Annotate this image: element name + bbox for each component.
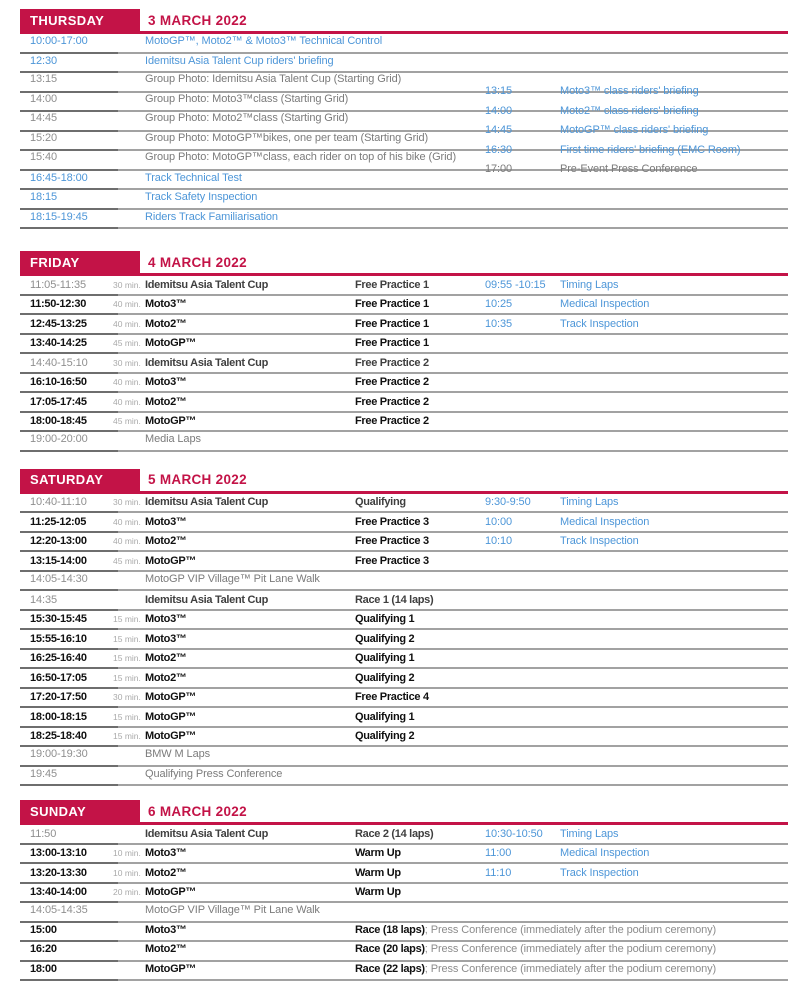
row-session bbox=[355, 672, 485, 684]
row-class-name: Media Laps bbox=[145, 433, 485, 445]
row-class-name: MotoGP VIP Village™ Pit Lane Walk bbox=[145, 573, 485, 585]
row-class-name: Idemitsu Asia Talent Cup riders' briefing bbox=[145, 55, 485, 67]
row-time: 11:50 bbox=[30, 828, 113, 840]
row-session bbox=[355, 337, 485, 349]
row-class-name: Moto2™ bbox=[145, 535, 355, 547]
schedule-row bbox=[20, 190, 788, 210]
row-class-name: Moto2™ bbox=[145, 318, 355, 330]
row-session-title: Warm Up bbox=[355, 886, 401, 898]
row-class-name: MotoGP™ bbox=[145, 555, 355, 567]
schedule-row bbox=[20, 73, 788, 93]
row-side-time: 10:25 bbox=[485, 298, 560, 310]
row-duration: 15 min. bbox=[113, 634, 145, 644]
schedule-row bbox=[20, 825, 788, 845]
row-duration: 15 min. bbox=[113, 653, 145, 663]
row-class-name: Moto3™ bbox=[145, 298, 355, 310]
row-session bbox=[355, 924, 788, 936]
row-time: 12:30 bbox=[30, 55, 113, 67]
row-side-time: 10:10 bbox=[485, 535, 560, 547]
row-class-name: Moto3™ bbox=[145, 847, 355, 859]
row-duration: 10 min. bbox=[113, 848, 145, 858]
schedule-row bbox=[20, 747, 788, 767]
row-side-time: 14:00 bbox=[485, 105, 560, 117]
row-duration: 30 min. bbox=[113, 280, 145, 290]
row-side-time: 16:30 bbox=[485, 144, 560, 156]
row-class-name: MotoGP™ bbox=[145, 691, 355, 703]
row-time: 13:40-14:25 bbox=[30, 337, 113, 349]
schedule-row bbox=[20, 374, 788, 394]
row-side-label: Track Inspection bbox=[560, 867, 788, 879]
row-session bbox=[355, 516, 485, 528]
row-class-name: BMW M Laps bbox=[145, 748, 485, 760]
row-session bbox=[355, 496, 485, 508]
row-class-name: Moto2™ bbox=[145, 396, 355, 408]
row-class-name: Moto3™ bbox=[145, 633, 355, 645]
day-rows bbox=[20, 276, 788, 452]
day-section-sunday bbox=[20, 800, 788, 981]
row-session-title: Qualifying 2 bbox=[355, 672, 414, 684]
row-duration: 45 min. bbox=[113, 556, 145, 566]
row-duration: 40 min. bbox=[113, 397, 145, 407]
row-time: 19:00-20:00 bbox=[30, 433, 113, 445]
schedule-row bbox=[20, 112, 788, 132]
row-class-name: Moto3™ bbox=[145, 516, 355, 528]
row-time: 19:45 bbox=[30, 768, 113, 780]
schedule-row bbox=[20, 884, 788, 904]
row-session-title: Free Practice 2 bbox=[355, 396, 429, 408]
day-header bbox=[20, 9, 788, 34]
schedule-row bbox=[20, 494, 788, 514]
day-label: THURSDAY bbox=[30, 13, 104, 28]
schedule-row bbox=[20, 845, 788, 865]
row-session-title: Race (18 laps) bbox=[355, 924, 425, 936]
row-session-title: Free Practice 3 bbox=[355, 516, 429, 528]
row-time: 14:45 bbox=[30, 112, 113, 124]
row-duration: 40 min. bbox=[113, 517, 145, 527]
row-session bbox=[355, 376, 485, 388]
row-time: 18:15-19:45 bbox=[30, 211, 113, 223]
row-session-title: Free Practice 2 bbox=[355, 357, 429, 369]
row-time: 15:30-15:45 bbox=[30, 613, 113, 625]
row-session bbox=[355, 691, 485, 703]
row-session bbox=[355, 867, 485, 879]
row-session-title: Qualifying 2 bbox=[355, 730, 414, 742]
schedule-row bbox=[20, 611, 788, 631]
row-side-time: 14:45 bbox=[485, 124, 560, 136]
schedule-row bbox=[20, 413, 788, 433]
row-duration: 20 min. bbox=[113, 887, 145, 897]
schedule-row bbox=[20, 210, 788, 230]
row-side-time: 11:00 bbox=[485, 847, 560, 859]
row-time: 13:15-14:00 bbox=[30, 555, 113, 567]
day-header bbox=[20, 800, 788, 825]
day-name-badge bbox=[20, 800, 140, 822]
schedule-row bbox=[20, 533, 788, 553]
day-name-badge bbox=[20, 251, 140, 273]
day-date: 4 MARCH 2022 bbox=[148, 251, 247, 273]
row-time: 10:00-17:00 bbox=[30, 35, 113, 47]
row-time: 14:35 bbox=[30, 594, 113, 606]
row-duration: 15 min. bbox=[113, 712, 145, 722]
row-session bbox=[355, 828, 485, 840]
schedule-row bbox=[20, 513, 788, 533]
row-duration: 30 min. bbox=[113, 358, 145, 368]
row-session bbox=[355, 298, 485, 310]
day-date: 6 MARCH 2022 bbox=[148, 800, 247, 822]
row-session-note: ; Press Conference (immediately after the podium ceremony) bbox=[425, 924, 716, 936]
row-side-label: Moto3™ class riders' briefing bbox=[560, 85, 788, 97]
row-time: 18:00-18:45 bbox=[30, 415, 113, 427]
row-time: 13:40-14:00 bbox=[30, 886, 113, 898]
day-label: SUNDAY bbox=[30, 804, 86, 819]
row-class-name: MotoGP™ bbox=[145, 963, 355, 975]
row-session bbox=[355, 652, 485, 664]
schedule-row bbox=[20, 393, 788, 413]
row-class-name: Qualifying Press Conference bbox=[145, 768, 485, 780]
schedule-row bbox=[20, 689, 788, 709]
row-session bbox=[355, 886, 485, 898]
row-session-note: ; Press Conference (immediately after the podium ceremony) bbox=[425, 943, 716, 955]
row-time: 15:55-16:10 bbox=[30, 633, 113, 645]
row-session-title: Free Practice 3 bbox=[355, 555, 429, 567]
row-side-time: 9:30-9:50 bbox=[485, 496, 560, 508]
row-class-name: Moto3™ bbox=[145, 613, 355, 625]
row-class-name: MotoGP™ bbox=[145, 886, 355, 898]
row-side-label: Medical Inspection bbox=[560, 847, 788, 859]
schedule-row bbox=[20, 276, 788, 296]
row-duration: 30 min. bbox=[113, 497, 145, 507]
day-section-thursday bbox=[20, 9, 788, 229]
row-side-time: 09:55 -10:15 bbox=[485, 279, 560, 291]
schedule-row bbox=[20, 572, 788, 592]
row-time: 17:20-17:50 bbox=[30, 691, 113, 703]
day-date: 5 MARCH 2022 bbox=[148, 469, 247, 491]
row-class-name: Idemitsu Asia Talent Cup bbox=[145, 496, 355, 508]
row-duration: 45 min. bbox=[113, 338, 145, 348]
row-session-title: Warm Up bbox=[355, 867, 401, 879]
row-time: 16:25-16:40 bbox=[30, 652, 113, 664]
row-session-title: Race (22 laps) bbox=[355, 963, 425, 975]
day-label: FRIDAY bbox=[30, 255, 80, 270]
row-time: 12:45-13:25 bbox=[30, 318, 113, 330]
schedule-row bbox=[20, 864, 788, 884]
day-name-badge bbox=[20, 469, 140, 491]
row-class-name: Idemitsu Asia Talent Cup bbox=[145, 357, 355, 369]
day-rows bbox=[20, 494, 788, 787]
row-session bbox=[355, 555, 485, 567]
row-time: 15:40 bbox=[30, 151, 113, 163]
day-name-badge bbox=[20, 9, 140, 31]
row-session-title: Qualifying 1 bbox=[355, 613, 414, 625]
day-date: 3 MARCH 2022 bbox=[148, 9, 247, 31]
row-side-time: 10:35 bbox=[485, 318, 560, 330]
row-session bbox=[355, 633, 485, 645]
row-time: 15:20 bbox=[30, 132, 113, 144]
row-class-name: Moto2™ bbox=[145, 652, 355, 664]
row-class-name: Idemitsu Asia Talent Cup bbox=[145, 279, 355, 291]
row-side-label: Track Inspection bbox=[560, 318, 788, 330]
row-class-name: MotoGP VIP Village™ Pit Lane Walk bbox=[145, 904, 485, 916]
row-session bbox=[355, 963, 788, 975]
row-time: 18:15 bbox=[30, 191, 113, 203]
row-time: 15:00 bbox=[30, 924, 113, 936]
row-time: 13:20-13:30 bbox=[30, 867, 113, 879]
row-side-label: Timing Laps bbox=[560, 828, 788, 840]
row-duration: 40 min. bbox=[113, 299, 145, 309]
day-label: SATURDAY bbox=[30, 472, 103, 487]
schedule-row bbox=[20, 315, 788, 335]
row-class-name: Moto3™ bbox=[145, 376, 355, 388]
row-session-title: Free Practice 3 bbox=[355, 535, 429, 547]
row-session bbox=[355, 943, 788, 955]
row-side-label: First time riders' briefing (EMC Room) bbox=[560, 144, 788, 156]
row-session bbox=[355, 847, 485, 859]
row-class-name: Moto2™ bbox=[145, 672, 355, 684]
row-side-label: Timing Laps bbox=[560, 496, 788, 508]
schedule-row bbox=[20, 650, 788, 670]
schedule-row bbox=[20, 54, 788, 74]
row-time: 18:25-18:40 bbox=[30, 730, 113, 742]
row-side-time: 11:10 bbox=[485, 867, 560, 879]
row-side-label: Timing Laps bbox=[560, 279, 788, 291]
row-class-name: Track Safety Inspection bbox=[145, 191, 485, 203]
event-schedule bbox=[0, 9, 800, 981]
row-session-title: Free Practice 2 bbox=[355, 415, 429, 427]
schedule-row bbox=[20, 962, 788, 981]
row-session bbox=[355, 396, 485, 408]
row-class-name: Idemitsu Asia Talent Cup bbox=[145, 828, 355, 840]
row-session-title: Free Practice 1 bbox=[355, 298, 429, 310]
schedule-row bbox=[20, 34, 788, 54]
schedule-row bbox=[20, 432, 788, 452]
schedule-row bbox=[20, 335, 788, 355]
row-session-title: Race 1 (14 laps) bbox=[355, 594, 433, 606]
row-side-time: 10:00 bbox=[485, 516, 560, 528]
schedule-row bbox=[20, 923, 788, 943]
schedule-row bbox=[20, 354, 788, 374]
row-time: 18:00-18:15 bbox=[30, 711, 113, 723]
schedule-row bbox=[20, 296, 788, 316]
row-session bbox=[355, 613, 485, 625]
row-side-time: 17:00 bbox=[485, 163, 560, 175]
row-time: 16:50-17:05 bbox=[30, 672, 113, 684]
row-side-label: Track Inspection bbox=[560, 535, 788, 547]
row-session-title: Qualifying bbox=[355, 496, 406, 508]
day-rows bbox=[20, 825, 788, 981]
row-class-name: Moto2™ bbox=[145, 943, 355, 955]
row-side-label: Pre-Event Press Conference bbox=[560, 163, 788, 175]
row-session bbox=[355, 730, 485, 742]
row-side-time: 13:15 bbox=[485, 85, 560, 97]
row-duration: 45 min. bbox=[113, 416, 145, 426]
row-side-time: 10:30-10:50 bbox=[485, 828, 560, 840]
row-session-note: ; Press Conference (immediately after the podium ceremony) bbox=[425, 963, 716, 975]
row-session bbox=[355, 535, 485, 547]
schedule-row bbox=[20, 93, 788, 113]
row-side-label: Moto2™ class riders' briefing bbox=[560, 105, 788, 117]
row-time: 13:00-13:10 bbox=[30, 847, 113, 859]
schedule-row bbox=[20, 151, 788, 171]
row-time: 14:05-14:35 bbox=[30, 904, 113, 916]
schedule-row bbox=[20, 132, 788, 152]
row-duration: 15 min. bbox=[113, 731, 145, 741]
schedule-row bbox=[20, 591, 788, 611]
row-time: 10:40-11:10 bbox=[30, 496, 113, 508]
day-header bbox=[20, 469, 788, 494]
row-session-title: Qualifying 2 bbox=[355, 633, 414, 645]
row-duration: 15 min. bbox=[113, 673, 145, 683]
day-rows bbox=[20, 34, 788, 229]
row-session-title: Free Practice 2 bbox=[355, 376, 429, 388]
row-time: 14:00 bbox=[30, 93, 113, 105]
row-time: 16:20 bbox=[30, 943, 113, 955]
row-session bbox=[355, 594, 485, 606]
row-duration: 40 min. bbox=[113, 377, 145, 387]
schedule-row bbox=[20, 630, 788, 650]
row-time: 18:00 bbox=[30, 963, 113, 975]
row-session bbox=[355, 711, 485, 723]
schedule-row bbox=[20, 708, 788, 728]
row-side-label: Medical Inspection bbox=[560, 298, 788, 310]
row-time: 12:20-13:00 bbox=[30, 535, 113, 547]
schedule-row bbox=[20, 669, 788, 689]
row-duration: 15 min. bbox=[113, 614, 145, 624]
row-time: 13:15 bbox=[30, 73, 113, 85]
row-class-name: MotoGP™ bbox=[145, 711, 355, 723]
row-session bbox=[355, 318, 485, 330]
row-class-name: Moto3™ bbox=[145, 924, 355, 936]
schedule-row bbox=[20, 903, 788, 923]
row-class-name: MotoGP™ bbox=[145, 730, 355, 742]
row-class-name: MotoGP™ bbox=[145, 415, 355, 427]
row-session-title: Free Practice 1 bbox=[355, 337, 429, 349]
row-class-name: Group Photo: MotoGP™class, each rider on top of his bike (Grid) bbox=[145, 151, 485, 163]
row-class-name: Group Photo: Moto2™class (Starting Grid) bbox=[145, 112, 485, 124]
row-time: 16:10-16:50 bbox=[30, 376, 113, 388]
row-session-title: Free Practice 1 bbox=[355, 279, 429, 291]
schedule-row bbox=[20, 942, 788, 962]
row-time: 19:00-19:30 bbox=[30, 748, 113, 760]
row-class-name: Idemitsu Asia Talent Cup bbox=[145, 594, 355, 606]
schedule-row bbox=[20, 171, 788, 191]
row-time: 14:05-14:30 bbox=[30, 573, 113, 585]
row-session-title: Qualifying 1 bbox=[355, 652, 414, 664]
day-header bbox=[20, 251, 788, 276]
row-class-name: Group Photo: MotoGP™bikes, one per team (Starting Grid) bbox=[145, 132, 485, 144]
row-duration: 10 min. bbox=[113, 868, 145, 878]
row-session-title: Qualifying 1 bbox=[355, 711, 414, 723]
row-time: 16:45-18:00 bbox=[30, 172, 113, 184]
row-duration: 40 min. bbox=[113, 319, 145, 329]
row-session-title: Free Practice 4 bbox=[355, 691, 429, 703]
row-duration: 30 min. bbox=[113, 692, 145, 702]
row-session-title: Race 2 (14 laps) bbox=[355, 828, 433, 840]
day-section-friday bbox=[20, 251, 788, 452]
row-class-name: Group Photo: Moto3™class (Starting Grid) bbox=[145, 93, 485, 105]
row-session-title: Warm Up bbox=[355, 847, 401, 859]
schedule-row bbox=[20, 552, 788, 572]
row-session bbox=[355, 415, 485, 427]
row-duration: 40 min. bbox=[113, 536, 145, 546]
row-side-label: Medical Inspection bbox=[560, 516, 788, 528]
row-class-name: Group Photo: Idemitsu Asia Talent Cup (Starting Grid) bbox=[145, 73, 485, 85]
row-time: 14:40-15:10 bbox=[30, 357, 113, 369]
row-session-title: Free Practice 1 bbox=[355, 318, 429, 330]
row-session bbox=[355, 357, 485, 369]
schedule-row bbox=[20, 767, 788, 787]
row-class-name: Track Technical Test bbox=[145, 172, 485, 184]
row-class-name: MotoGP™, Moto2™ & Moto3™ Technical Control bbox=[145, 35, 485, 47]
row-time: 11:25-12:05 bbox=[30, 516, 113, 528]
row-session-title: Race (20 laps) bbox=[355, 943, 425, 955]
row-session bbox=[355, 279, 485, 291]
row-time: 11:50-12:30 bbox=[30, 298, 113, 310]
schedule-row bbox=[20, 728, 788, 748]
row-time: 17:05-17:45 bbox=[30, 396, 113, 408]
row-time: 11:05-11:35 bbox=[30, 279, 113, 291]
row-class-name: MotoGP™ bbox=[145, 337, 355, 349]
day-section-saturday bbox=[20, 469, 788, 787]
row-side-label: MotoGP™ class riders' briefing bbox=[560, 124, 788, 136]
row-class-name: Riders Track Familiarisation bbox=[145, 211, 485, 223]
row-class-name: Moto2™ bbox=[145, 867, 355, 879]
